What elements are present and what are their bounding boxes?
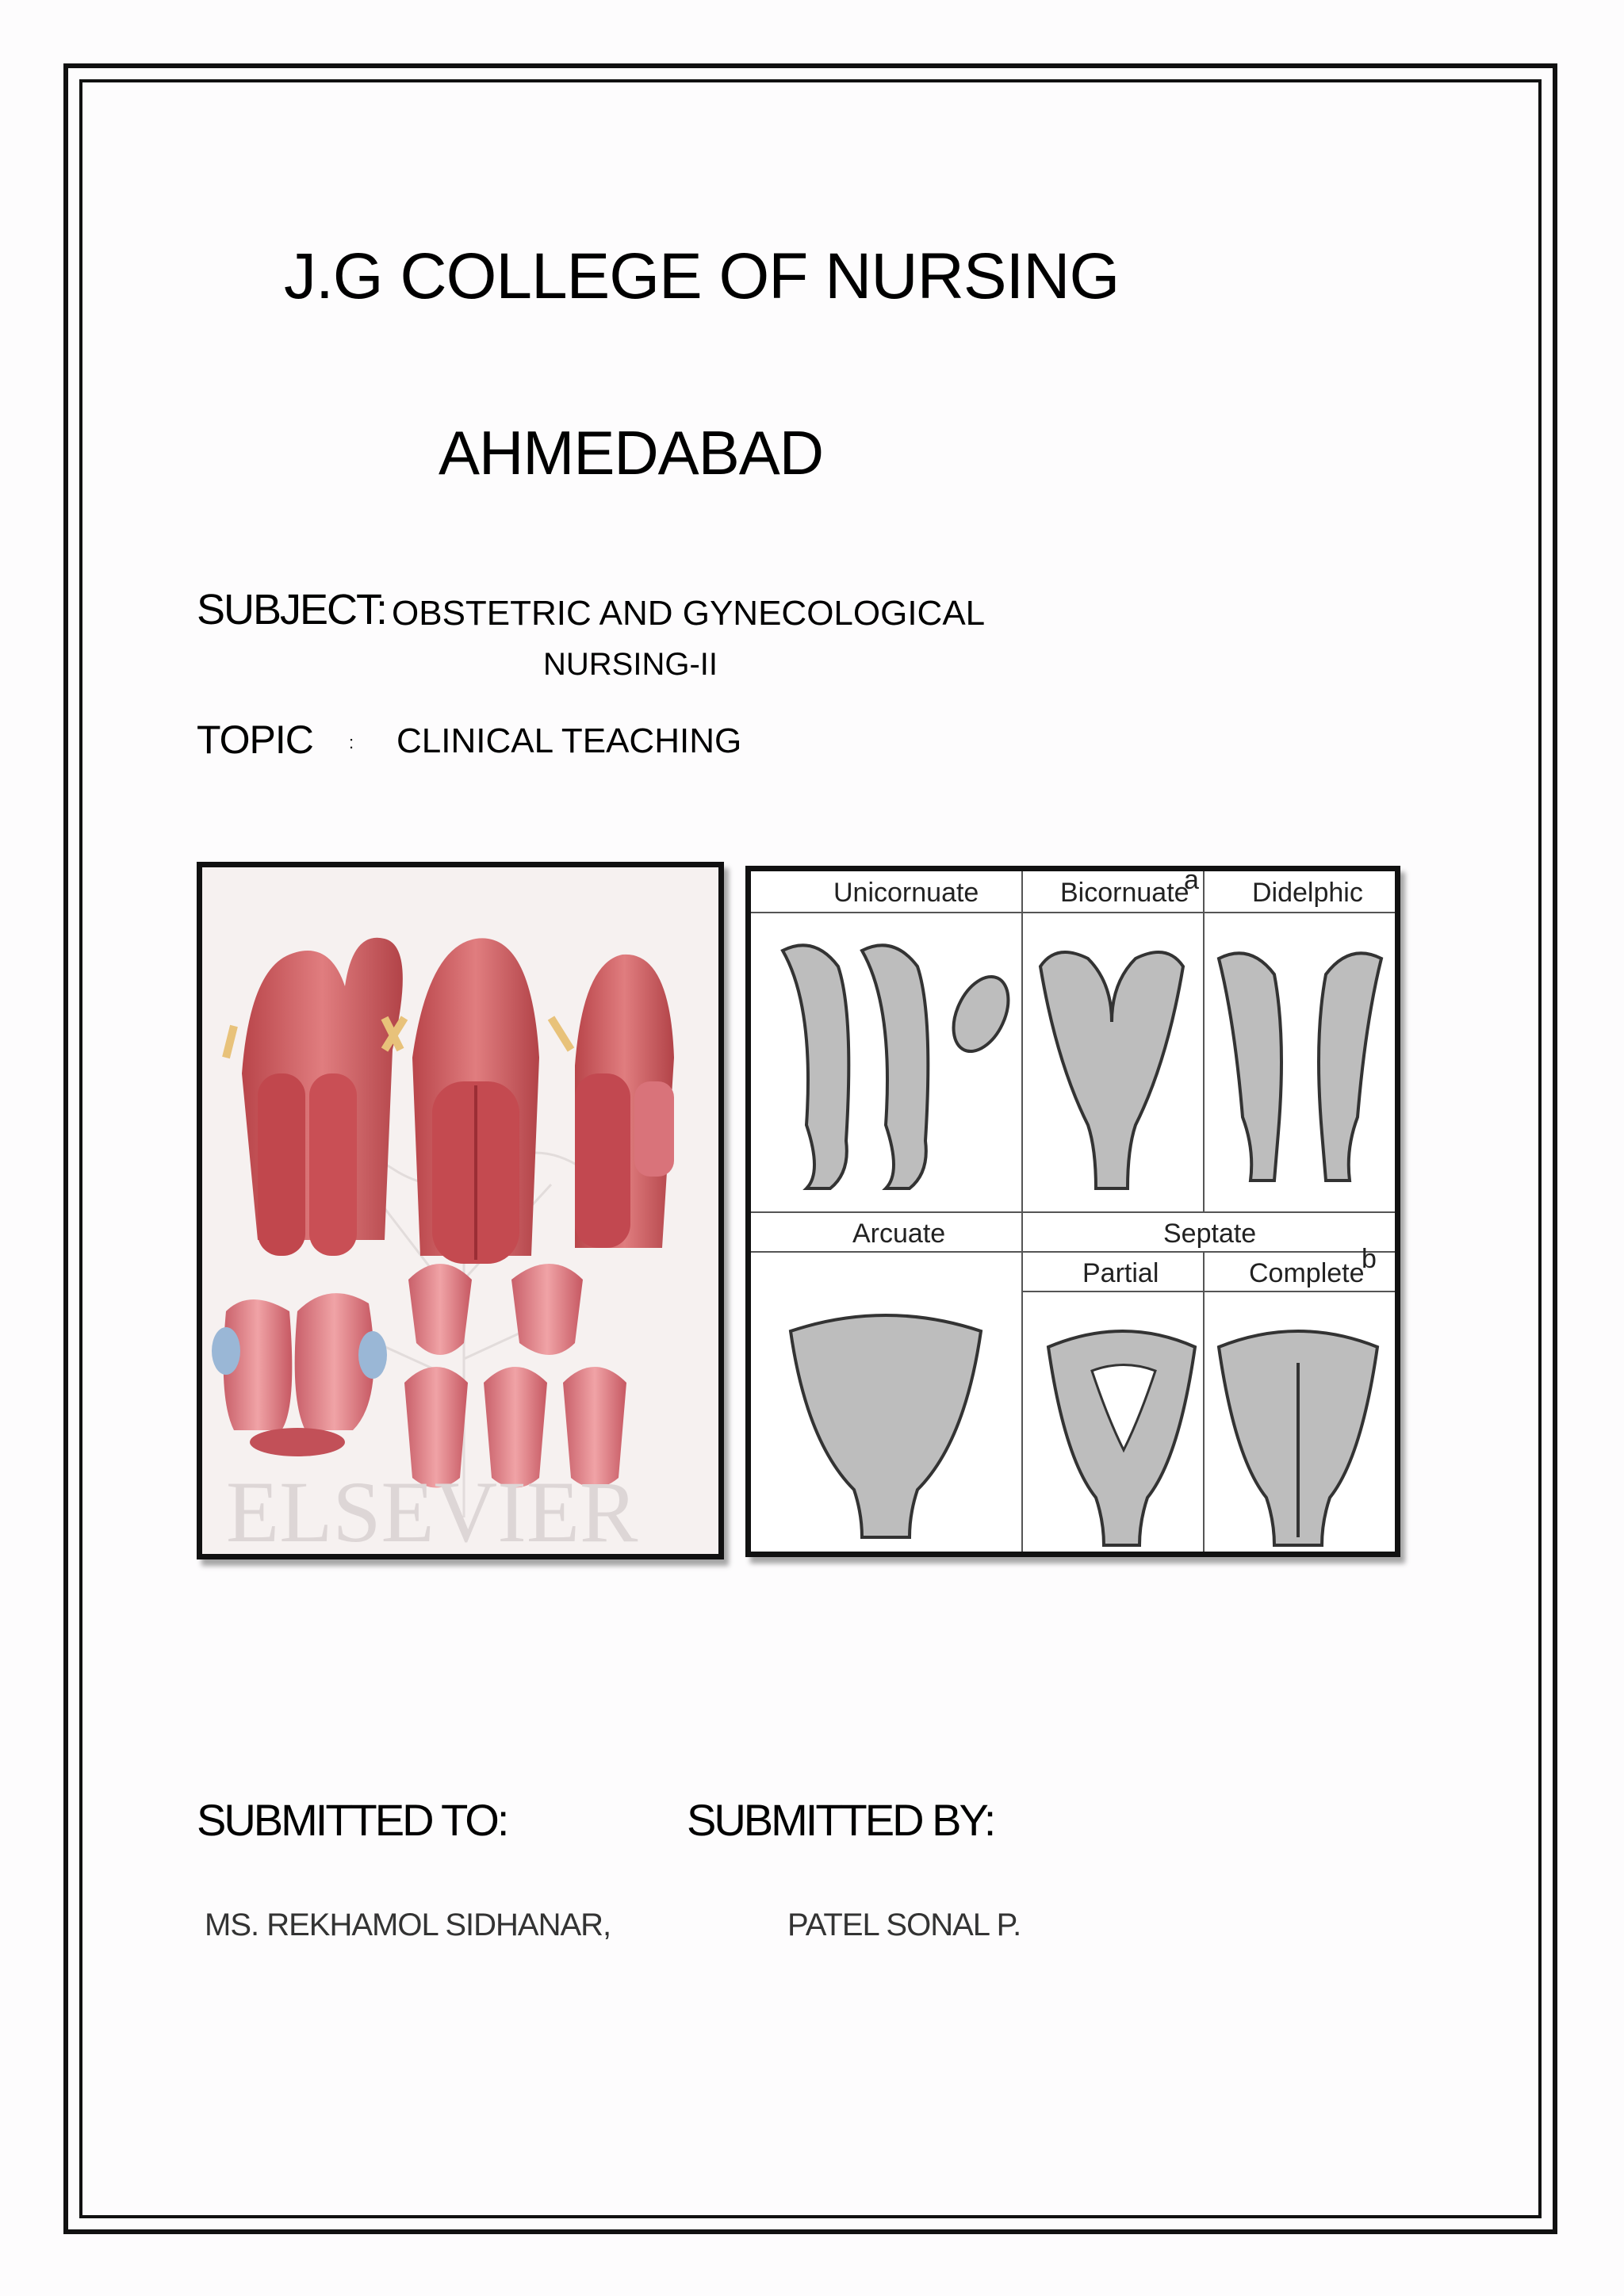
uterus-anatomy-illustration (197, 862, 724, 1559)
uterine-anomalies-drawing (751, 871, 1395, 1552)
specimen-top-3 (575, 955, 674, 1248)
label-unicornuate: Unicornuate (833, 878, 979, 908)
label-didelphic: Didelphic (1252, 878, 1363, 908)
topic-label: TOPIC (197, 718, 313, 762)
topic-value: CLINICAL TEACHING (396, 721, 742, 760)
uterine-anomalies-diagram (745, 866, 1400, 1557)
label-arcuate: Arcuate (852, 1219, 946, 1249)
label-bicornuate-sup: a (1184, 871, 1199, 895)
elsevier-watermark: ELSEVIER (226, 1464, 638, 1554)
label-complete-sup: b (1362, 1244, 1377, 1274)
label-partial: Partial (1082, 1258, 1159, 1288)
submitted-by-heading: SUBMITTED BY: (687, 1795, 994, 1845)
label-complete: Complete (1249, 1258, 1365, 1288)
submitted-by-name: PATEL SONAL P. (787, 1908, 1021, 1942)
uterus-anatomy-drawing (202, 867, 718, 1554)
subject-label: SUBJECT: (197, 586, 387, 633)
submitted-to-heading: SUBMITTED TO: (197, 1795, 508, 1845)
subject-value-line2: NURSING-II (543, 647, 718, 682)
submitted-to-name: MS. REKHAMOL SIDHANAR, (205, 1908, 611, 1942)
college-title: J.G COLLEGE OF NURSING (284, 240, 1120, 312)
subject-value-line1: OBSTETRIC AND GYNECOLOGICAL (392, 594, 986, 633)
label-bicornuate: Bicornuate (1060, 878, 1189, 908)
label-septate: Septate (1163, 1219, 1257, 1249)
city-title: AHMEDABAD (439, 418, 824, 488)
topic-colon: : (349, 733, 354, 752)
